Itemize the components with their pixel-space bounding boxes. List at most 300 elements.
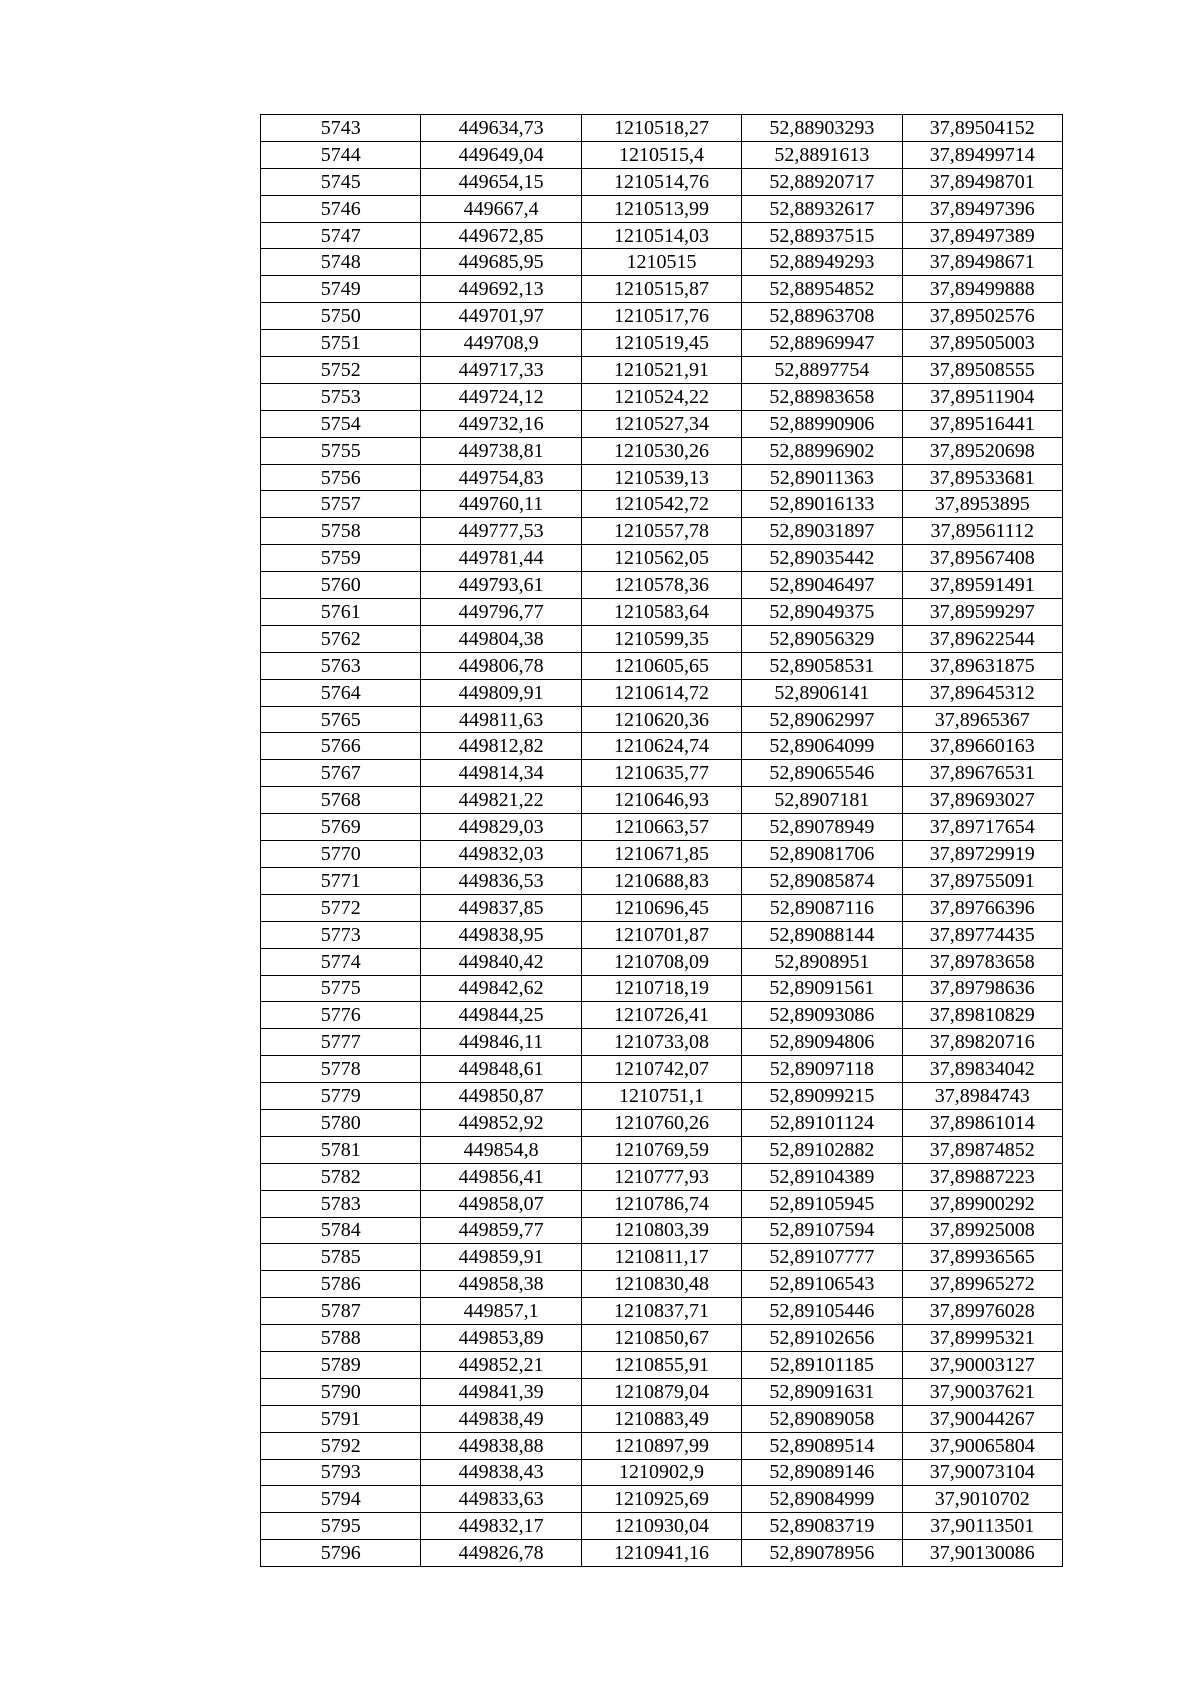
latitude-cell: 52,88963708 bbox=[742, 303, 902, 330]
longitude-cell: 37,89504152 bbox=[902, 115, 1062, 142]
longitude-cell: 37,89887223 bbox=[902, 1163, 1062, 1190]
x-coordinate-cell: 449732,16 bbox=[421, 410, 581, 437]
table-row bbox=[261, 410, 1063, 437]
longitude-cell: 37,89497389 bbox=[902, 222, 1062, 249]
y-coordinate-cell: 1210578,36 bbox=[581, 572, 741, 599]
y-coordinate-cell: 1210527,34 bbox=[581, 410, 741, 437]
longitude-cell: 37,89599297 bbox=[902, 599, 1062, 626]
longitude-cell: 37,89820716 bbox=[902, 1029, 1062, 1056]
longitude-cell: 37,89834042 bbox=[902, 1056, 1062, 1083]
table-row bbox=[261, 383, 1063, 410]
latitude-cell: 52,88990906 bbox=[742, 410, 902, 437]
x-coordinate-cell: 449838,43 bbox=[421, 1459, 581, 1486]
longitude-cell: 37,90044267 bbox=[902, 1405, 1062, 1432]
x-coordinate-cell: 449667,4 bbox=[421, 195, 581, 222]
longitude-cell: 37,8984743 bbox=[902, 1083, 1062, 1110]
y-coordinate-cell: 1210663,57 bbox=[581, 814, 741, 841]
x-coordinate-cell: 449724,12 bbox=[421, 383, 581, 410]
table-row bbox=[261, 948, 1063, 975]
x-coordinate-cell: 449854,8 bbox=[421, 1136, 581, 1163]
latitude-cell: 52,89105945 bbox=[742, 1190, 902, 1217]
longitude-cell: 37,9010702 bbox=[902, 1486, 1062, 1513]
x-coordinate-cell: 449717,33 bbox=[421, 357, 581, 384]
y-coordinate-cell: 1210519,45 bbox=[581, 330, 741, 357]
y-coordinate-cell: 1210925,69 bbox=[581, 1486, 741, 1513]
table-row bbox=[261, 1378, 1063, 1405]
y-coordinate-cell: 1210518,27 bbox=[581, 115, 741, 142]
y-coordinate-cell: 1210514,03 bbox=[581, 222, 741, 249]
table-row bbox=[261, 1459, 1063, 1486]
longitude-cell: 37,89497396 bbox=[902, 195, 1062, 222]
latitude-cell: 52,8897754 bbox=[742, 357, 902, 384]
latitude-cell: 52,89105446 bbox=[742, 1298, 902, 1325]
y-coordinate-cell: 1210515,87 bbox=[581, 276, 741, 303]
y-coordinate-cell: 1210624,74 bbox=[581, 733, 741, 760]
x-coordinate-cell: 449840,42 bbox=[421, 948, 581, 975]
longitude-cell: 37,89567408 bbox=[902, 545, 1062, 572]
latitude-cell: 52,89102656 bbox=[742, 1325, 902, 1352]
longitude-cell: 37,8965367 bbox=[902, 706, 1062, 733]
y-coordinate-cell: 1210521,91 bbox=[581, 357, 741, 384]
x-coordinate-cell: 449856,41 bbox=[421, 1163, 581, 1190]
table-row bbox=[261, 518, 1063, 545]
table-row bbox=[261, 1163, 1063, 1190]
y-coordinate-cell: 1210803,39 bbox=[581, 1217, 741, 1244]
y-coordinate-cell: 1210850,67 bbox=[581, 1325, 741, 1352]
latitude-cell: 52,89093086 bbox=[742, 1002, 902, 1029]
y-coordinate-cell: 1210513,99 bbox=[581, 195, 741, 222]
x-coordinate-cell: 449821,22 bbox=[421, 787, 581, 814]
coordinates-table-body bbox=[261, 115, 1063, 1567]
x-coordinate-cell: 449852,21 bbox=[421, 1351, 581, 1378]
latitude-cell: 52,89084999 bbox=[742, 1486, 902, 1513]
x-coordinate-cell: 449836,53 bbox=[421, 867, 581, 894]
x-coordinate-cell: 449738,81 bbox=[421, 437, 581, 464]
table-row bbox=[261, 1486, 1063, 1513]
y-coordinate-cell: 1210941,16 bbox=[581, 1540, 741, 1567]
point-number-cell: 5778 bbox=[261, 1056, 421, 1083]
x-coordinate-cell: 449701,97 bbox=[421, 303, 581, 330]
table-row bbox=[261, 572, 1063, 599]
y-coordinate-cell: 1210524,22 bbox=[581, 383, 741, 410]
x-coordinate-cell: 449814,34 bbox=[421, 760, 581, 787]
table-row bbox=[261, 867, 1063, 894]
longitude-cell: 37,89810829 bbox=[902, 1002, 1062, 1029]
point-number-cell: 5760 bbox=[261, 572, 421, 599]
longitude-cell: 37,89498671 bbox=[902, 249, 1062, 276]
point-number-cell: 5770 bbox=[261, 841, 421, 868]
x-coordinate-cell: 449809,91 bbox=[421, 679, 581, 706]
table-row bbox=[261, 276, 1063, 303]
y-coordinate-cell: 1210777,93 bbox=[581, 1163, 741, 1190]
table-row bbox=[261, 921, 1063, 948]
longitude-cell: 37,90037621 bbox=[902, 1378, 1062, 1405]
table-row bbox=[261, 491, 1063, 518]
x-coordinate-cell: 449859,77 bbox=[421, 1217, 581, 1244]
x-coordinate-cell: 449832,17 bbox=[421, 1513, 581, 1540]
y-coordinate-cell: 1210515 bbox=[581, 249, 741, 276]
latitude-cell: 52,89065546 bbox=[742, 760, 902, 787]
y-coordinate-cell: 1210760,26 bbox=[581, 1109, 741, 1136]
point-number-cell: 5768 bbox=[261, 787, 421, 814]
longitude-cell: 37,89499888 bbox=[902, 276, 1062, 303]
latitude-cell: 52,89058531 bbox=[742, 652, 902, 679]
longitude-cell: 37,89783658 bbox=[902, 948, 1062, 975]
latitude-cell: 52,89011363 bbox=[742, 464, 902, 491]
latitude-cell: 52,89056329 bbox=[742, 625, 902, 652]
table-row bbox=[261, 437, 1063, 464]
latitude-cell: 52,88983658 bbox=[742, 383, 902, 410]
x-coordinate-cell: 449833,63 bbox=[421, 1486, 581, 1513]
latitude-cell: 52,89016133 bbox=[742, 491, 902, 518]
latitude-cell: 52,89089514 bbox=[742, 1432, 902, 1459]
y-coordinate-cell: 1210696,45 bbox=[581, 894, 741, 921]
latitude-cell: 52,89081706 bbox=[742, 841, 902, 868]
table-row bbox=[261, 1083, 1063, 1110]
latitude-cell: 52,8906141 bbox=[742, 679, 902, 706]
longitude-cell: 37,89976028 bbox=[902, 1298, 1062, 1325]
point-number-cell: 5775 bbox=[261, 975, 421, 1002]
table-row bbox=[261, 1136, 1063, 1163]
x-coordinate-cell: 449804,38 bbox=[421, 625, 581, 652]
longitude-cell: 37,89965272 bbox=[902, 1271, 1062, 1298]
longitude-cell: 37,89717654 bbox=[902, 814, 1062, 841]
table-row bbox=[261, 303, 1063, 330]
longitude-cell: 37,89900292 bbox=[902, 1190, 1062, 1217]
table-row bbox=[261, 168, 1063, 195]
point-number-cell: 5773 bbox=[261, 921, 421, 948]
latitude-cell: 52,8908951 bbox=[742, 948, 902, 975]
point-number-cell: 5785 bbox=[261, 1244, 421, 1271]
longitude-cell: 37,90130086 bbox=[902, 1540, 1062, 1567]
table-row bbox=[261, 841, 1063, 868]
y-coordinate-cell: 1210786,74 bbox=[581, 1190, 741, 1217]
x-coordinate-cell: 449837,85 bbox=[421, 894, 581, 921]
latitude-cell: 52,88954852 bbox=[742, 276, 902, 303]
table-row bbox=[261, 249, 1063, 276]
y-coordinate-cell: 1210539,13 bbox=[581, 464, 741, 491]
point-number-cell: 5765 bbox=[261, 706, 421, 733]
table-row bbox=[261, 599, 1063, 626]
latitude-cell: 52,89087116 bbox=[742, 894, 902, 921]
latitude-cell: 52,89078956 bbox=[742, 1540, 902, 1567]
y-coordinate-cell: 1210708,09 bbox=[581, 948, 741, 975]
latitude-cell: 52,89089058 bbox=[742, 1405, 902, 1432]
point-number-cell: 5743 bbox=[261, 115, 421, 142]
table-row bbox=[261, 1217, 1063, 1244]
table-row bbox=[261, 1056, 1063, 1083]
latitude-cell: 52,88903293 bbox=[742, 115, 902, 142]
table-row bbox=[261, 545, 1063, 572]
latitude-cell: 52,89101185 bbox=[742, 1351, 902, 1378]
y-coordinate-cell: 1210635,77 bbox=[581, 760, 741, 787]
y-coordinate-cell: 1210811,17 bbox=[581, 1244, 741, 1271]
x-coordinate-cell: 449832,03 bbox=[421, 841, 581, 868]
longitude-cell: 37,89591491 bbox=[902, 572, 1062, 599]
point-number-cell: 5796 bbox=[261, 1540, 421, 1567]
y-coordinate-cell: 1210614,72 bbox=[581, 679, 741, 706]
longitude-cell: 37,89511904 bbox=[902, 383, 1062, 410]
latitude-cell: 52,89064099 bbox=[742, 733, 902, 760]
point-number-cell: 5751 bbox=[261, 330, 421, 357]
latitude-cell: 52,89102882 bbox=[742, 1136, 902, 1163]
longitude-cell: 37,89498701 bbox=[902, 168, 1062, 195]
x-coordinate-cell: 449842,62 bbox=[421, 975, 581, 1002]
point-number-cell: 5755 bbox=[261, 437, 421, 464]
table-row bbox=[261, 141, 1063, 168]
table-row bbox=[261, 1432, 1063, 1459]
latitude-cell: 52,88949293 bbox=[742, 249, 902, 276]
point-number-cell: 5764 bbox=[261, 679, 421, 706]
longitude-cell: 37,89861014 bbox=[902, 1109, 1062, 1136]
x-coordinate-cell: 449777,53 bbox=[421, 518, 581, 545]
longitude-cell: 37,90113501 bbox=[902, 1513, 1062, 1540]
point-number-cell: 5789 bbox=[261, 1351, 421, 1378]
x-coordinate-cell: 449844,25 bbox=[421, 1002, 581, 1029]
longitude-cell: 37,89798636 bbox=[902, 975, 1062, 1002]
x-coordinate-cell: 449841,39 bbox=[421, 1378, 581, 1405]
point-number-cell: 5762 bbox=[261, 625, 421, 652]
table-row bbox=[261, 464, 1063, 491]
point-number-cell: 5758 bbox=[261, 518, 421, 545]
table-row bbox=[261, 625, 1063, 652]
point-number-cell: 5782 bbox=[261, 1163, 421, 1190]
latitude-cell: 52,89097118 bbox=[742, 1056, 902, 1083]
x-coordinate-cell: 449829,03 bbox=[421, 814, 581, 841]
x-coordinate-cell: 449708,9 bbox=[421, 330, 581, 357]
point-number-cell: 5759 bbox=[261, 545, 421, 572]
table-row bbox=[261, 1405, 1063, 1432]
longitude-cell: 37,89874852 bbox=[902, 1136, 1062, 1163]
point-number-cell: 5754 bbox=[261, 410, 421, 437]
table-row bbox=[261, 330, 1063, 357]
point-number-cell: 5756 bbox=[261, 464, 421, 491]
y-coordinate-cell: 1210726,41 bbox=[581, 1002, 741, 1029]
latitude-cell: 52,89046497 bbox=[742, 572, 902, 599]
table-row bbox=[261, 1540, 1063, 1567]
y-coordinate-cell: 1210769,59 bbox=[581, 1136, 741, 1163]
latitude-cell: 52,88932617 bbox=[742, 195, 902, 222]
x-coordinate-cell: 449781,44 bbox=[421, 545, 581, 572]
longitude-cell: 37,8953895 bbox=[902, 491, 1062, 518]
point-number-cell: 5748 bbox=[261, 249, 421, 276]
latitude-cell: 52,89078949 bbox=[742, 814, 902, 841]
x-coordinate-cell: 449859,91 bbox=[421, 1244, 581, 1271]
longitude-cell: 37,89925008 bbox=[902, 1217, 1062, 1244]
table-row bbox=[261, 975, 1063, 1002]
longitude-cell: 37,89676531 bbox=[902, 760, 1062, 787]
latitude-cell: 52,88937515 bbox=[742, 222, 902, 249]
point-number-cell: 5749 bbox=[261, 276, 421, 303]
x-coordinate-cell: 449838,95 bbox=[421, 921, 581, 948]
latitude-cell: 52,89031897 bbox=[742, 518, 902, 545]
longitude-cell: 37,89660163 bbox=[902, 733, 1062, 760]
y-coordinate-cell: 1210605,65 bbox=[581, 652, 741, 679]
longitude-cell: 37,89499714 bbox=[902, 141, 1062, 168]
point-number-cell: 5757 bbox=[261, 491, 421, 518]
y-coordinate-cell: 1210620,36 bbox=[581, 706, 741, 733]
table-row bbox=[261, 1109, 1063, 1136]
latitude-cell: 52,89085874 bbox=[742, 867, 902, 894]
latitude-cell: 52,89091631 bbox=[742, 1378, 902, 1405]
longitude-cell: 37,89502576 bbox=[902, 303, 1062, 330]
longitude-cell: 37,89505003 bbox=[902, 330, 1062, 357]
x-coordinate-cell: 449811,63 bbox=[421, 706, 581, 733]
y-coordinate-cell: 1210530,26 bbox=[581, 437, 741, 464]
point-number-cell: 5784 bbox=[261, 1217, 421, 1244]
x-coordinate-cell: 449754,83 bbox=[421, 464, 581, 491]
point-number-cell: 5753 bbox=[261, 383, 421, 410]
y-coordinate-cell: 1210902,9 bbox=[581, 1459, 741, 1486]
table-row bbox=[261, 1513, 1063, 1540]
latitude-cell: 52,88969947 bbox=[742, 330, 902, 357]
longitude-cell: 37,89645312 bbox=[902, 679, 1062, 706]
x-coordinate-cell: 449850,87 bbox=[421, 1083, 581, 1110]
y-coordinate-cell: 1210751,1 bbox=[581, 1083, 741, 1110]
longitude-cell: 37,89936565 bbox=[902, 1244, 1062, 1271]
y-coordinate-cell: 1210930,04 bbox=[581, 1513, 741, 1540]
y-coordinate-cell: 1210855,91 bbox=[581, 1351, 741, 1378]
table-row bbox=[261, 222, 1063, 249]
table-row bbox=[261, 1351, 1063, 1378]
y-coordinate-cell: 1210897,99 bbox=[581, 1432, 741, 1459]
x-coordinate-cell: 449853,89 bbox=[421, 1325, 581, 1352]
table-row bbox=[261, 1002, 1063, 1029]
table-row bbox=[261, 195, 1063, 222]
x-coordinate-cell: 449826,78 bbox=[421, 1540, 581, 1567]
longitude-cell: 37,89516441 bbox=[902, 410, 1062, 437]
point-number-cell: 5774 bbox=[261, 948, 421, 975]
latitude-cell: 52,89089146 bbox=[742, 1459, 902, 1486]
y-coordinate-cell: 1210542,72 bbox=[581, 491, 741, 518]
latitude-cell: 52,8907181 bbox=[742, 787, 902, 814]
y-coordinate-cell: 1210733,08 bbox=[581, 1029, 741, 1056]
y-coordinate-cell: 1210883,49 bbox=[581, 1405, 741, 1432]
point-number-cell: 5769 bbox=[261, 814, 421, 841]
y-coordinate-cell: 1210515,4 bbox=[581, 141, 741, 168]
point-number-cell: 5783 bbox=[261, 1190, 421, 1217]
y-coordinate-cell: 1210701,87 bbox=[581, 921, 741, 948]
table-row bbox=[261, 733, 1063, 760]
longitude-cell: 37,90003127 bbox=[902, 1351, 1062, 1378]
longitude-cell: 37,89631875 bbox=[902, 652, 1062, 679]
table-row bbox=[261, 1244, 1063, 1271]
y-coordinate-cell: 1210599,35 bbox=[581, 625, 741, 652]
longitude-cell: 37,89995321 bbox=[902, 1325, 1062, 1352]
x-coordinate-cell: 449672,85 bbox=[421, 222, 581, 249]
x-coordinate-cell: 449852,92 bbox=[421, 1109, 581, 1136]
longitude-cell: 37,89755091 bbox=[902, 867, 1062, 894]
latitude-cell: 52,89101124 bbox=[742, 1109, 902, 1136]
longitude-cell: 37,90065804 bbox=[902, 1432, 1062, 1459]
x-coordinate-cell: 449838,88 bbox=[421, 1432, 581, 1459]
point-number-cell: 5776 bbox=[261, 1002, 421, 1029]
table-row bbox=[261, 706, 1063, 733]
y-coordinate-cell: 1210517,76 bbox=[581, 303, 741, 330]
point-number-cell: 5788 bbox=[261, 1325, 421, 1352]
latitude-cell: 52,89107777 bbox=[742, 1244, 902, 1271]
y-coordinate-cell: 1210879,04 bbox=[581, 1378, 741, 1405]
y-coordinate-cell: 1210830,48 bbox=[581, 1271, 741, 1298]
x-coordinate-cell: 449760,11 bbox=[421, 491, 581, 518]
longitude-cell: 37,89561112 bbox=[902, 518, 1062, 545]
longitude-cell: 37,89774435 bbox=[902, 921, 1062, 948]
point-number-cell: 5790 bbox=[261, 1378, 421, 1405]
x-coordinate-cell: 449857,1 bbox=[421, 1298, 581, 1325]
y-coordinate-cell: 1210514,76 bbox=[581, 168, 741, 195]
point-number-cell: 5781 bbox=[261, 1136, 421, 1163]
latitude-cell: 52,89035442 bbox=[742, 545, 902, 572]
latitude-cell: 52,88996902 bbox=[742, 437, 902, 464]
point-number-cell: 5747 bbox=[261, 222, 421, 249]
x-coordinate-cell: 449858,07 bbox=[421, 1190, 581, 1217]
y-coordinate-cell: 1210688,83 bbox=[581, 867, 741, 894]
latitude-cell: 52,89107594 bbox=[742, 1217, 902, 1244]
x-coordinate-cell: 449848,61 bbox=[421, 1056, 581, 1083]
x-coordinate-cell: 449793,61 bbox=[421, 572, 581, 599]
point-number-cell: 5787 bbox=[261, 1298, 421, 1325]
y-coordinate-cell: 1210742,07 bbox=[581, 1056, 741, 1083]
table-row bbox=[261, 1190, 1063, 1217]
x-coordinate-cell: 449649,04 bbox=[421, 141, 581, 168]
table-row bbox=[261, 652, 1063, 679]
point-number-cell: 5794 bbox=[261, 1486, 421, 1513]
point-number-cell: 5779 bbox=[261, 1083, 421, 1110]
point-number-cell: 5771 bbox=[261, 867, 421, 894]
point-number-cell: 5745 bbox=[261, 168, 421, 195]
y-coordinate-cell: 1210718,19 bbox=[581, 975, 741, 1002]
table-row bbox=[261, 1298, 1063, 1325]
point-number-cell: 5744 bbox=[261, 141, 421, 168]
x-coordinate-cell: 449796,77 bbox=[421, 599, 581, 626]
latitude-cell: 52,89083719 bbox=[742, 1513, 902, 1540]
point-number-cell: 5786 bbox=[261, 1271, 421, 1298]
table-row bbox=[261, 894, 1063, 921]
x-coordinate-cell: 449846,11 bbox=[421, 1029, 581, 1056]
longitude-cell: 37,89622544 bbox=[902, 625, 1062, 652]
point-number-cell: 5777 bbox=[261, 1029, 421, 1056]
table-row bbox=[261, 1271, 1063, 1298]
latitude-cell: 52,89099215 bbox=[742, 1083, 902, 1110]
latitude-cell: 52,89062997 bbox=[742, 706, 902, 733]
latitude-cell: 52,89049375 bbox=[742, 599, 902, 626]
y-coordinate-cell: 1210837,71 bbox=[581, 1298, 741, 1325]
point-number-cell: 5793 bbox=[261, 1459, 421, 1486]
longitude-cell: 37,89766396 bbox=[902, 894, 1062, 921]
longitude-cell: 37,89520698 bbox=[902, 437, 1062, 464]
y-coordinate-cell: 1210583,64 bbox=[581, 599, 741, 626]
table-row bbox=[261, 814, 1063, 841]
point-number-cell: 5795 bbox=[261, 1513, 421, 1540]
x-coordinate-cell: 449654,15 bbox=[421, 168, 581, 195]
table-row bbox=[261, 1029, 1063, 1056]
point-number-cell: 5780 bbox=[261, 1109, 421, 1136]
point-number-cell: 5767 bbox=[261, 760, 421, 787]
table-row bbox=[261, 115, 1063, 142]
table-row bbox=[261, 760, 1063, 787]
latitude-cell: 52,88920717 bbox=[742, 168, 902, 195]
table-row bbox=[261, 1325, 1063, 1352]
x-coordinate-cell: 449858,38 bbox=[421, 1271, 581, 1298]
longitude-cell: 37,89693027 bbox=[902, 787, 1062, 814]
latitude-cell: 52,89094806 bbox=[742, 1029, 902, 1056]
point-number-cell: 5752 bbox=[261, 357, 421, 384]
y-coordinate-cell: 1210671,85 bbox=[581, 841, 741, 868]
y-coordinate-cell: 1210557,78 bbox=[581, 518, 741, 545]
latitude-cell: 52,89106543 bbox=[742, 1271, 902, 1298]
y-coordinate-cell: 1210562,05 bbox=[581, 545, 741, 572]
coordinates-table bbox=[260, 114, 1063, 1567]
